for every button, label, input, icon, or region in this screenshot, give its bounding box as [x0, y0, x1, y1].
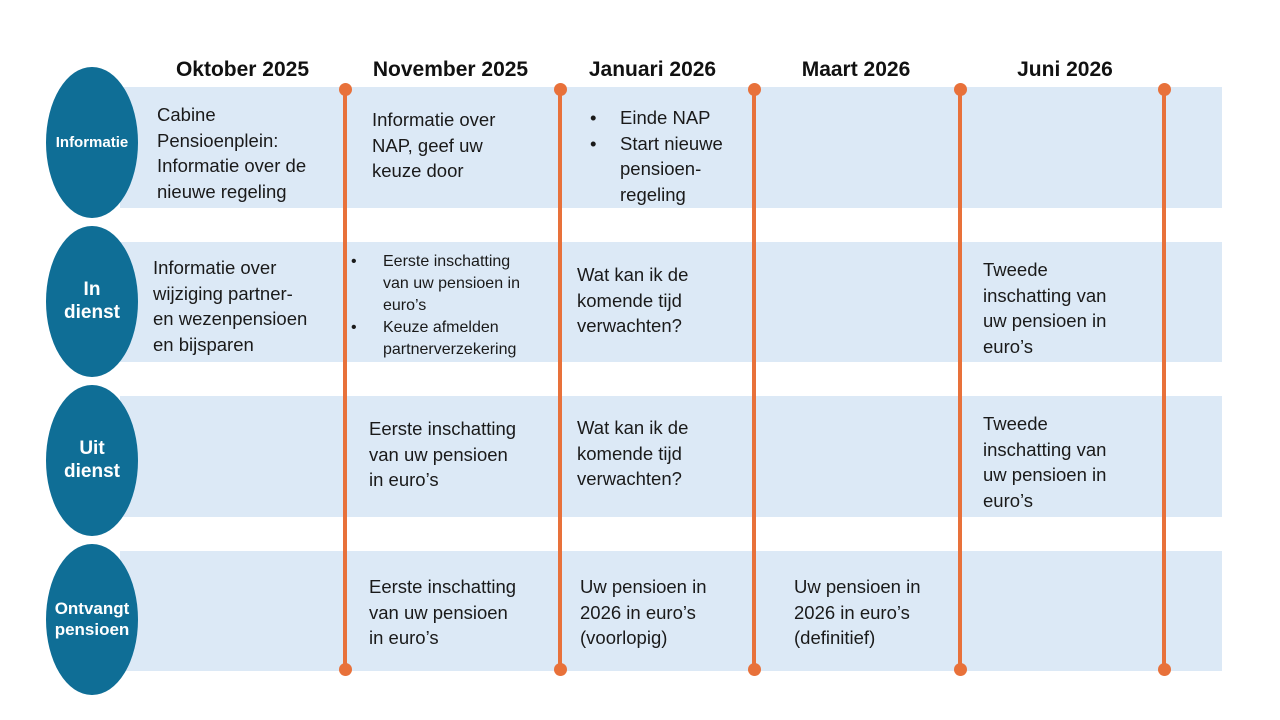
row-label-text: In dienst: [64, 278, 120, 323]
cell-line: Eerste inschatting: [369, 576, 517, 597]
cell-line: verwachten?: [577, 315, 682, 336]
cell-line: in euro’s: [369, 627, 439, 648]
row-label-text: Ontvangt pensioen: [54, 599, 130, 639]
list-item: [349, 317, 520, 361]
cell-informatie-oktober: [157, 102, 306, 204]
cell-line: Informatie over de: [157, 155, 307, 176]
cell-line: Uw pensioen in: [794, 576, 921, 597]
cell-line: (definitief): [794, 627, 876, 648]
row-label-in-dienst: [46, 226, 138, 377]
cell-line: euro’s: [983, 335, 1034, 357]
cell-uit-dienst-januari: [577, 415, 688, 492]
bullet-list: [588, 105, 723, 207]
cell-informatie-januari: [588, 105, 723, 207]
cell-line: van uw pensioen: [369, 601, 508, 623]
timeline-line-januari: [558, 89, 562, 670]
timeline-dot-bottom: [748, 663, 761, 676]
cell-line: NAP, geef uw: [372, 134, 483, 156]
cell-line: in euro’s: [369, 469, 439, 490]
timeline-dot-top: [748, 83, 761, 96]
month-header-januari-2026: Januari 2026: [588, 58, 717, 81]
cell-line: Pensioenplein:: [157, 129, 279, 151]
cell-line: Tweede: [983, 259, 1048, 280]
cell-in-dienst-november: [349, 251, 520, 361]
cell-line: Eerste inschatting: [369, 418, 517, 439]
month-header-juni-2026: Juni 2026: [1017, 58, 1113, 81]
list-item: [349, 251, 520, 317]
cell-in-dienst-oktober: [153, 255, 307, 357]
timeline-line-end: [1162, 89, 1166, 670]
cell-line: • Keuze afmelden: [383, 319, 499, 336]
bullet-list: [349, 251, 520, 361]
cell-line: Uw pensioen in: [580, 576, 707, 597]
timeline-dot-bottom: [954, 663, 967, 676]
cell-line: keuze door: [372, 160, 464, 181]
timeline-line-juni: [958, 89, 962, 670]
cell-line: (voorlopig): [580, 627, 668, 648]
cell-line: Cabine: [157, 104, 216, 125]
cell-ontvangt-pensioen-maart: [794, 574, 921, 651]
timeline-dot-bottom: [1158, 663, 1171, 676]
cell-line: uw pensioen in: [983, 464, 1107, 485]
timeline-line-maart: [752, 89, 756, 670]
cell-line: 2026 in euro’s: [794, 601, 910, 623]
cell-line: komende tijd: [577, 289, 682, 311]
cell-line: 2026 in euro’s: [580, 601, 696, 623]
list-item: [588, 105, 723, 131]
cell-line: Wat kan ik de: [577, 264, 689, 285]
cell-line: uw pensioen in: [983, 310, 1107, 331]
cell-in-dienst-januari: [577, 262, 688, 339]
cell-line: inschatting van: [983, 284, 1107, 306]
row-label-uit-dienst: [46, 385, 138, 536]
timeline-dot-bottom: [339, 663, 352, 676]
cell-line: inschatting van: [983, 438, 1107, 460]
cell-line: Informatie over: [153, 257, 277, 278]
timeline-dot-top: [954, 83, 967, 96]
timeline-dot-top: [1158, 83, 1171, 96]
cell-ontvangt-pensioen-januari: [580, 574, 707, 651]
cell-uit-dienst-november: [369, 416, 516, 493]
cell-in-dienst-juni: [983, 257, 1106, 359]
row-label-ontvangt-pensioen: [46, 544, 138, 695]
row-label-text: Informatie: [55, 133, 129, 151]
timeline-line-november: [343, 89, 347, 670]
cell-line: • Einde NAP: [620, 107, 711, 128]
month-header-november-2025: November 2025: [372, 58, 529, 81]
timeline-dot-top: [554, 83, 567, 96]
cell-uit-dienst-juni: [983, 411, 1106, 513]
row-label-informatie: [46, 67, 138, 218]
cell-line: euro’s: [983, 489, 1034, 511]
cell-line: van uw pensioen in: [383, 275, 520, 292]
cell-line: nieuwe regeling: [157, 180, 287, 202]
cell-line: • Start nieuwe: [620, 132, 723, 154]
cell-line: en bijsparen: [153, 333, 254, 355]
cell-line: wijziging partner-: [153, 282, 293, 304]
cell-line: partnerverzekering: [383, 341, 517, 358]
cell-line: regeling: [620, 183, 686, 205]
cell-line: Informatie over: [372, 109, 496, 130]
row-label-text: Uit dienst: [64, 437, 120, 482]
month-header-oktober-2025: Oktober 2025: [175, 58, 310, 81]
month-header-maart-2026: Maart 2026: [801, 58, 911, 81]
cell-line: • Eerste inschatting: [383, 253, 511, 270]
cell-informatie-november: [372, 107, 495, 184]
cell-line: Wat kan ik de: [577, 417, 689, 438]
cell-line: pensioen-: [620, 158, 702, 179]
cell-line: komende tijd: [577, 442, 682, 464]
list-item: [588, 131, 723, 208]
cell-ontvangt-pensioen-november: [369, 574, 516, 651]
cell-line: Tweede: [983, 413, 1048, 434]
timeline-dot-top: [339, 83, 352, 96]
timeline-dot-bottom: [554, 663, 567, 676]
cell-line: euro’s: [383, 297, 427, 314]
cell-line: verwachten?: [577, 468, 682, 489]
cell-line: van uw pensioen: [369, 443, 508, 465]
cell-line: en wezenpensioen: [153, 308, 308, 329]
